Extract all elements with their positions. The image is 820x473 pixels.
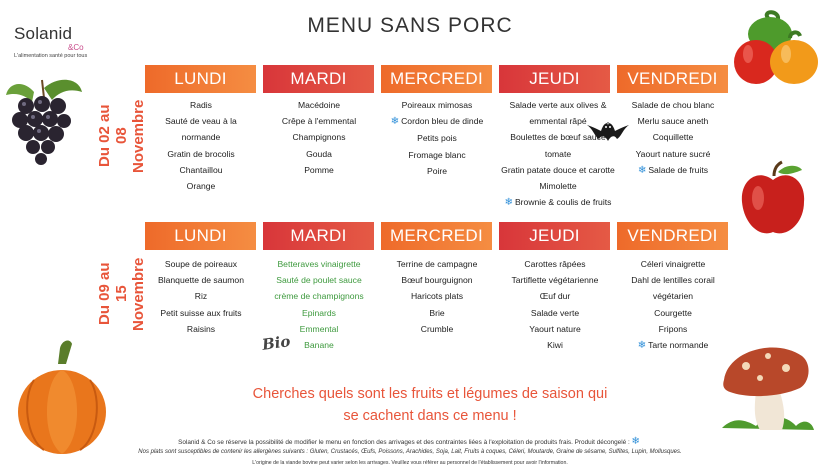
menu-item-text: Œuf dur — [539, 291, 571, 302]
menu-item — [260, 272, 378, 288]
week1-day-header-vendredi: VENDREDI — [617, 65, 728, 93]
page-title: MENU SANS PORC — [307, 14, 513, 37]
menu-item-text: Cordon bleu de dinde — [401, 116, 484, 127]
menu-item — [260, 162, 378, 178]
menu-item — [142, 146, 260, 162]
menu-item — [378, 130, 496, 146]
menu-item — [378, 97, 496, 113]
menu-item-text: normande — [181, 132, 221, 143]
menu-item-text: Coquillette — [652, 132, 694, 143]
menu-item-text: Bœuf bourguignon — [401, 275, 473, 286]
menu-item — [614, 288, 732, 304]
menu-item — [614, 129, 732, 145]
menu-item — [378, 147, 496, 163]
menu-item — [490, 129, 626, 145]
week1-menu-mercredi — [378, 97, 496, 179]
menu-item — [378, 113, 496, 130]
menu-item — [260, 129, 378, 145]
menu-item-text: Banane — [304, 340, 334, 351]
menu-item — [260, 288, 378, 304]
menu-item-text: Dahl de lentilles corail — [631, 275, 715, 286]
menu-item-text: Tarte normande — [648, 340, 709, 351]
menu-item — [378, 305, 496, 321]
week1-day-header-lundi: LUNDI — [145, 65, 256, 93]
snowflake-icon: ❄ — [390, 116, 400, 128]
menu-item-text: Sauté de veau à la — [165, 116, 237, 127]
menu-item-text: Tartiflette végétarienne — [511, 275, 599, 286]
brand-suffix: &Co — [68, 43, 84, 52]
menu-item — [496, 337, 614, 353]
menu-item-text: emmental râpé — [529, 116, 587, 127]
bio-label: Bio — [260, 332, 292, 354]
week2-menu-mercredi — [378, 256, 496, 337]
grapes-icon — [4, 70, 84, 170]
menu-item-text: Betteraves vinaigrette — [277, 259, 361, 269]
menu-item — [260, 305, 378, 321]
menu-item — [142, 272, 260, 288]
footer-allergens: Nos plats sont susceptibles de contenir les allergènes suivants : Gluten, Crustacés, Œufs, Poissons, Arachides, Soja, Lait, Fruits à coques, Céleri, Moutarde, Graine de sésame, Sulfites, Lupin, Mollusques. — [138, 449, 682, 455]
menu-item-text: Haricots plats — [410, 291, 464, 302]
menu-item — [496, 321, 614, 337]
menu-item — [378, 321, 496, 337]
menu-item — [142, 256, 260, 272]
menu-item — [490, 162, 626, 178]
week2-day-header-vendredi: VENDREDI — [617, 222, 728, 250]
seasonal-question-line-1: Cherches quels sont les fruits et légumes de saison qui — [252, 386, 608, 402]
menu-item — [142, 162, 260, 178]
menu-item-text: Sauté de poulet sauce — [276, 275, 362, 286]
week2-day-header-lundi: LUNDI — [145, 222, 256, 250]
menu-item-text: Pomme — [304, 164, 334, 175]
week1-menu-lundi — [142, 97, 260, 194]
menu-item-text: Gratin de brocolis — [167, 148, 235, 159]
week2-day-header-mardi: MARDI — [263, 222, 374, 250]
menu-item-text: Petits pois — [417, 133, 457, 144]
menu-item-text: Mimolette — [539, 181, 577, 192]
menu-item — [614, 337, 732, 354]
week2-menu-lundi — [142, 256, 260, 337]
week2-period: Du 09 au 15 Novembre — [96, 257, 147, 331]
snowflake-icon: ❄ — [637, 340, 647, 352]
menu-item-text: Gouda — [306, 148, 332, 159]
menu-item-text: Gratin patate douce et carotte — [501, 164, 615, 175]
menu-item-text: Emmental — [299, 323, 339, 334]
menu-item — [260, 97, 378, 113]
menu-item-text: Soupe de poireaux — [164, 259, 238, 269]
menu-item-text: Courgette — [654, 307, 692, 318]
week1-period: Du 02 au 08 Novembre — [96, 99, 147, 173]
footer-disclaimer-text: Solanid & Co se réserve la possibilité de modifier le menu en fonction des arrivages et des contraintes liées à l'exploitation de produits frais. Produit décongelé : — [178, 439, 630, 446]
menu-item-text: Carottes râpées — [524, 259, 586, 269]
seasonal-question — [200, 383, 660, 427]
menu-item — [378, 272, 496, 288]
week2-day-header-jeudi: JEUDI — [499, 222, 610, 250]
menu-item-text: crème de champignons — [274, 291, 364, 302]
menu-item — [614, 162, 732, 179]
menu-item-text: Merlu sauce aneth — [637, 116, 709, 127]
menu-item-text: Fripons — [658, 323, 688, 334]
menu-item-text: Champignons — [292, 132, 346, 143]
menu-item-text: Macédoine — [297, 100, 341, 110]
snowflake-icon: ❄ — [637, 164, 647, 176]
menu-item — [614, 305, 732, 321]
menu-item-text: Salade de chou blanc — [631, 100, 715, 110]
menu-item-text: Poire — [426, 165, 448, 176]
menu-item — [260, 146, 378, 162]
menu-item-text: Blanquette de saumon — [157, 275, 244, 286]
menu-item-text: Yaourt nature — [529, 323, 581, 334]
menu-item-text: Terrine de campagne — [396, 259, 478, 269]
week1-day-header-jeudi: JEUDI — [499, 65, 610, 93]
menu-item — [142, 113, 260, 129]
menu-item — [614, 272, 732, 288]
menu-item-text: Salade de fruits — [648, 164, 709, 175]
menu-item-text: Crêpe à l'emmental — [281, 116, 357, 127]
menu-item-text: Yaourt nature sucré — [635, 148, 711, 159]
menu-item-text: Salade verte — [530, 307, 580, 318]
menu-item — [490, 113, 626, 129]
menu-item — [496, 305, 614, 321]
menu-item — [378, 288, 496, 304]
footer-disclaimer — [0, 436, 820, 447]
menu-item — [490, 146, 626, 162]
menu-item-text: tomate — [544, 148, 572, 159]
menu-item-text: Kiwi — [547, 340, 563, 351]
menu-item-text: Boulettes de bœuf sauce — [510, 132, 606, 143]
menu-item — [260, 113, 378, 129]
brand-name: Solanid — [14, 24, 73, 43]
week1-menu-mardi — [260, 97, 378, 178]
menu-item — [142, 178, 260, 194]
seasonal-question-line-2: se cachent dans ce menu ! — [343, 408, 517, 424]
menu-item-text: Riz — [194, 291, 208, 302]
menu-item — [490, 178, 626, 194]
apple-icon — [738, 160, 808, 240]
menu-item-text: Céleri vinaigrette — [640, 259, 706, 269]
menu-item — [142, 97, 260, 113]
menu-item — [490, 97, 626, 113]
menu-item — [614, 97, 732, 113]
menu-item — [614, 113, 732, 129]
menu-item — [378, 256, 496, 272]
week2-day-header-mercredi: MERCREDI — [381, 222, 492, 250]
menu-item-text: Raisins — [186, 323, 216, 334]
menu-item — [142, 305, 260, 321]
snowflake-icon: ❄ — [631, 436, 640, 447]
menu-item-text: Crumble — [420, 323, 454, 334]
peppers-icon — [728, 8, 820, 90]
week1-menu-jeudi — [490, 97, 626, 211]
menu-item-text: Brie — [429, 307, 445, 318]
week1-day-header-mercredi: MERCREDI — [381, 65, 492, 93]
menu-item — [496, 272, 614, 288]
menu-item — [142, 321, 260, 337]
week2-menu-jeudi — [496, 256, 614, 353]
week2-menu-vendredi — [614, 256, 732, 354]
menu-item-text: Fromage blanc — [408, 149, 466, 160]
footer-origin: L'origine de la viande bovine peut varier selon les arrivages. Veuillez vous référer au personnel de l'établissement pour avoir l'information. — [252, 460, 568, 466]
menu-item — [614, 146, 732, 162]
menu-item-text: Petit suisse aux fruits — [160, 307, 242, 318]
menu-item-text: Salade verte aux olives & — [509, 100, 607, 110]
menu-item — [496, 288, 614, 304]
menu-item — [614, 321, 732, 337]
week1-menu-vendredi — [614, 97, 732, 179]
menu-item — [614, 256, 732, 272]
snowflake-icon: ❄ — [504, 197, 513, 209]
menu-item-text: Orange — [186, 181, 216, 192]
week1-day-header-mardi: MARDI — [263, 65, 374, 93]
menu-item-text: Poireaux mimosas — [401, 100, 473, 110]
menu-item — [490, 194, 626, 211]
menu-item-text: Radis — [190, 100, 212, 110]
menu-item — [496, 256, 614, 272]
menu-item-text: Chantaillou — [179, 164, 223, 175]
menu-item-text: Brownie & coulis de fruits — [514, 197, 612, 208]
menu-item-text: végétarien — [652, 291, 694, 302]
menu-item — [142, 288, 260, 304]
menu-item — [378, 163, 496, 179]
brand-tagline: L'alimentation santé pour tous — [14, 53, 88, 59]
menu-item — [142, 129, 260, 145]
menu-item — [260, 256, 378, 272]
menu-item-text: Epinards — [302, 307, 336, 318]
